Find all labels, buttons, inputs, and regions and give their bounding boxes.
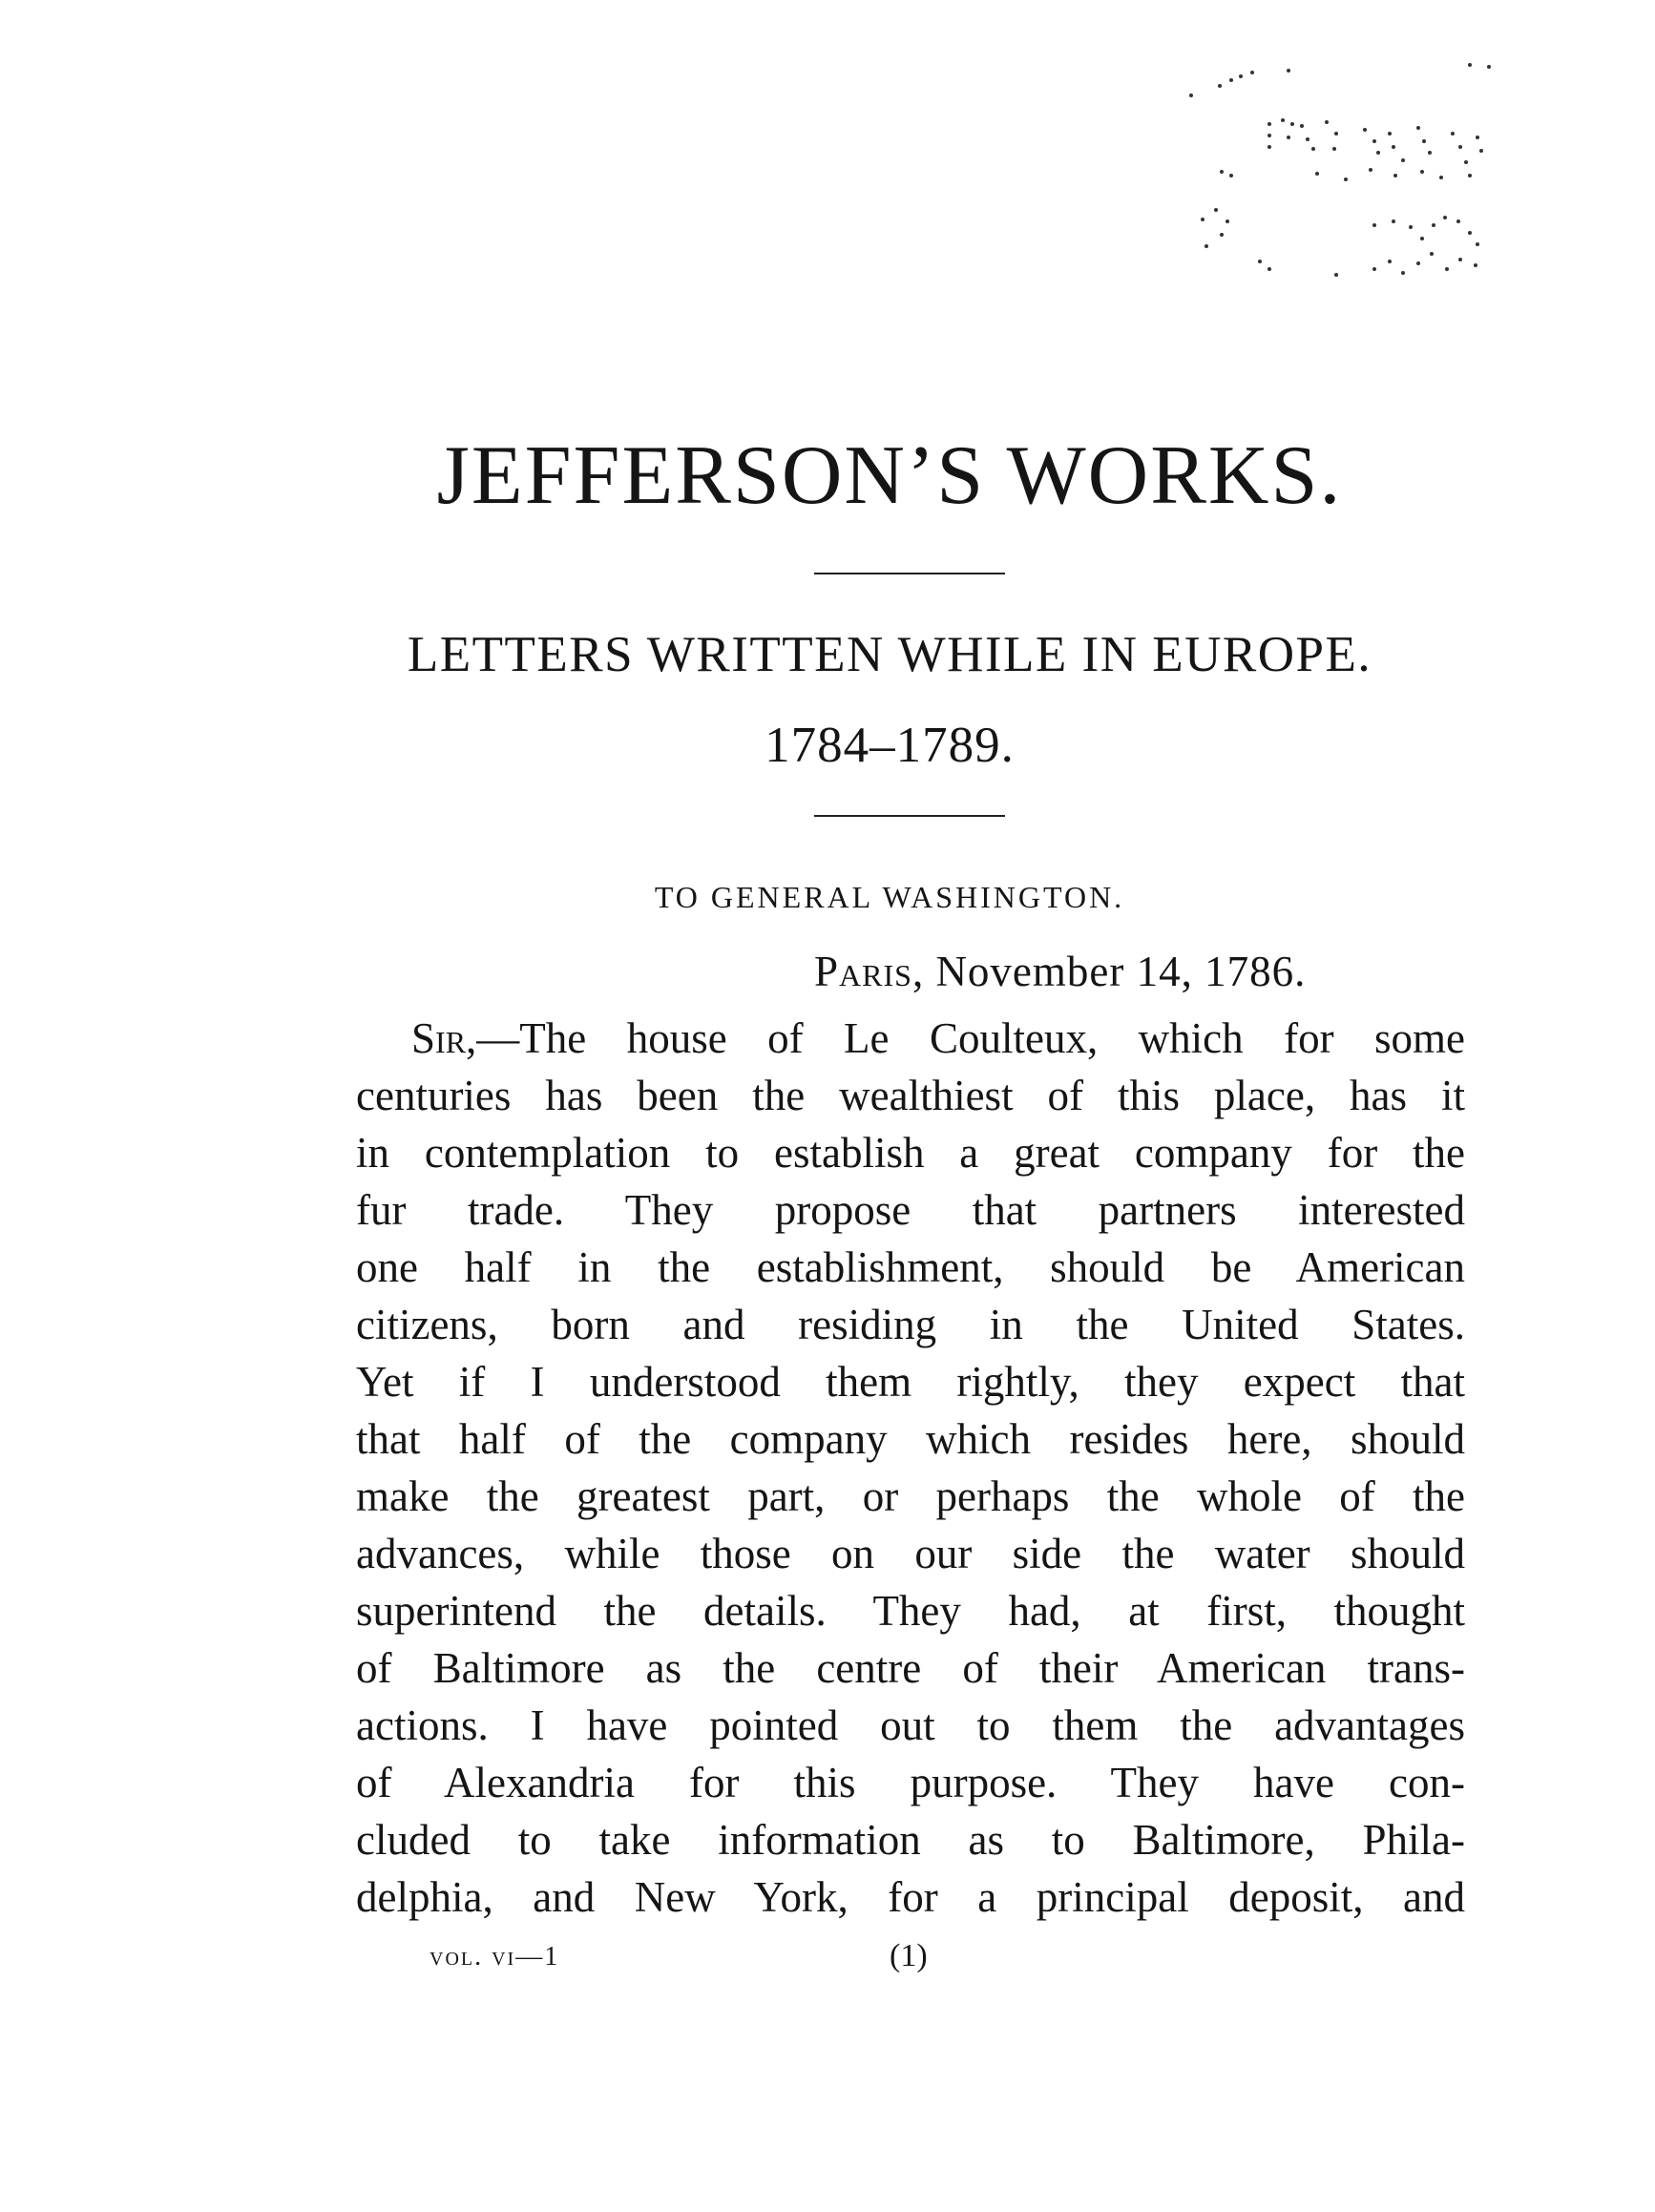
letter-dateline — [814, 950, 1306, 993]
body-line: centuries has been the wealthiest of this place, has it — [356, 1072, 1465, 1119]
footer-volume-signature: vol. vi—1 — [429, 1942, 560, 1972]
dateline-place: Paris — [814, 948, 912, 995]
section-divider-rule — [814, 815, 1005, 817]
body-line: fur trade. They propose that partners interested — [356, 1186, 1465, 1234]
body-line: superintend the details. They had, at first, thought — [356, 1587, 1465, 1635]
body-line: in contemplation to establish a great company for the — [356, 1129, 1465, 1177]
body-line: make the greatest part, or perhaps the whole of the — [356, 1472, 1465, 1520]
letter-addressee: TO GENERAL WASHINGTON. — [654, 880, 1125, 914]
title-divider-rule — [814, 573, 1005, 574]
book-title: JEFFERSON’S WORKS. — [436, 429, 1343, 522]
body-line: delphia, and New York, for a principal deposit, and — [356, 1873, 1465, 1921]
footer-page-number: (1) — [890, 1938, 928, 1973]
section-years: 1784–1789. — [765, 718, 1015, 773]
body-line: that half of the company which resides here, should — [356, 1415, 1465, 1463]
letter-salutation: Sir — [411, 1014, 467, 1062]
body-line: one half in the establishment, should be American — [356, 1243, 1465, 1291]
section-subtitle: LETTERS WRITTEN WHILE IN EUROPE. — [407, 627, 1372, 682]
body-line: of Baltimore as the centre of their American trans- — [356, 1644, 1465, 1692]
body-line: advances, while those on our side the water should — [356, 1530, 1465, 1577]
body-line: cluded to take information as to Baltimore, Phila- — [356, 1816, 1465, 1864]
body-line: of Alexandria for this purpose. They have con- — [356, 1759, 1465, 1806]
body-line: actions. I have pointed out to them the advantages — [356, 1701, 1465, 1749]
body-line: Yet if I understood them rightly, they expect that — [356, 1358, 1465, 1406]
body-line-first — [356, 1010, 1465, 1067]
library-stamp-perforation — [1174, 57, 1537, 324]
first-line-text: ,—The house of Le Coulteux, which for some — [466, 1014, 1465, 1062]
dateline-date: , November 14, 1786. — [911, 948, 1307, 995]
letter-body — [356, 1010, 1465, 1926]
body-line: citizens, born and residing in the United States. — [356, 1301, 1465, 1348]
